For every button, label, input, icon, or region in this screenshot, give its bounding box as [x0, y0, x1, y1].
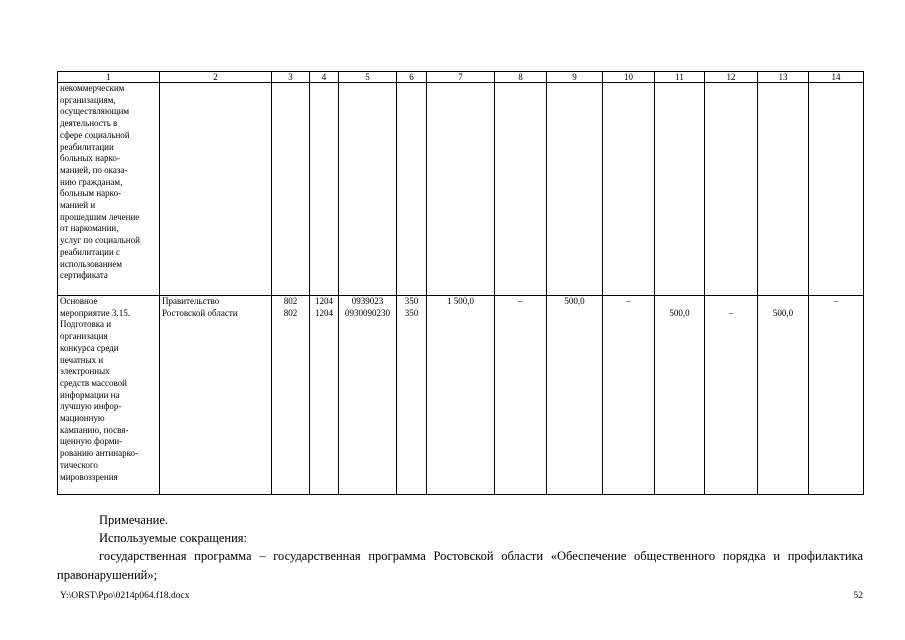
responsible-executor: Правительство Ростовской области	[160, 296, 272, 495]
col-num-9: 9	[547, 72, 603, 83]
rzpr-code: 1204 1204	[310, 296, 339, 495]
year-value-12: –	[705, 296, 758, 495]
col-num-5: 5	[339, 72, 397, 83]
row-continued-description: некоммерческим организациям, осуществляющим деятельность в сфере социальной реабилитации больных нарко- манией, по оказа- нию гражданам, больным нарко- манией и прошедшим лечение от наркомании, услуг по социальной реабилитации с использованием сертификата	[58, 83, 160, 296]
table-row	[58, 83, 864, 296]
year-value-13: 500,0	[758, 296, 809, 495]
total-amount: 1 500,0	[427, 296, 495, 495]
event-description: Основное мероприятие 3.15. Подготовка и организация конкурса среди печатных и электронных средств массовой информации на лучшую инфор- мационную кампанию, посвя- щенную форми- рованию антинарко- тического мировоззрения	[58, 296, 160, 495]
note-title: Примечание.	[99, 513, 169, 527]
vr-code: 350 350	[397, 296, 427, 495]
year-value-9: 500,0	[547, 296, 603, 495]
col-num-1: 1	[58, 72, 160, 83]
csr-code: 0939023 0930090230	[339, 296, 397, 495]
year-value-10: –	[603, 296, 655, 495]
year-value-8: –	[495, 296, 547, 495]
col-num-8: 8	[495, 72, 547, 83]
col-num-2: 2	[160, 72, 272, 83]
budget-table	[57, 71, 864, 495]
year-value-14: –	[809, 296, 864, 495]
table-header-row	[58, 72, 864, 83]
col-num-3: 3	[272, 72, 310, 83]
col-num-14: 14	[809, 72, 864, 83]
col-num-10: 10	[603, 72, 655, 83]
note-text: государственная программа – государственная программа Ростовской области «Обеспечение общественного порядка и профилактика правонарушений»;	[57, 549, 863, 582]
col-num-13: 13	[758, 72, 809, 83]
col-num-7: 7	[427, 72, 495, 83]
col-num-11: 11	[655, 72, 705, 83]
note-subtitle: Используемые сокращения:	[99, 531, 248, 545]
page-number: 52	[853, 591, 863, 601]
col-num-4: 4	[310, 72, 339, 83]
footer-file-path: Y:\ORST\Ppo\0214p064.f18.docx	[60, 591, 190, 601]
col-num-6: 6	[397, 72, 427, 83]
table-row	[58, 296, 864, 495]
year-value-11: 500,0	[655, 296, 705, 495]
col-num-12: 12	[705, 72, 758, 83]
grbs-code: 802 802	[272, 296, 310, 495]
